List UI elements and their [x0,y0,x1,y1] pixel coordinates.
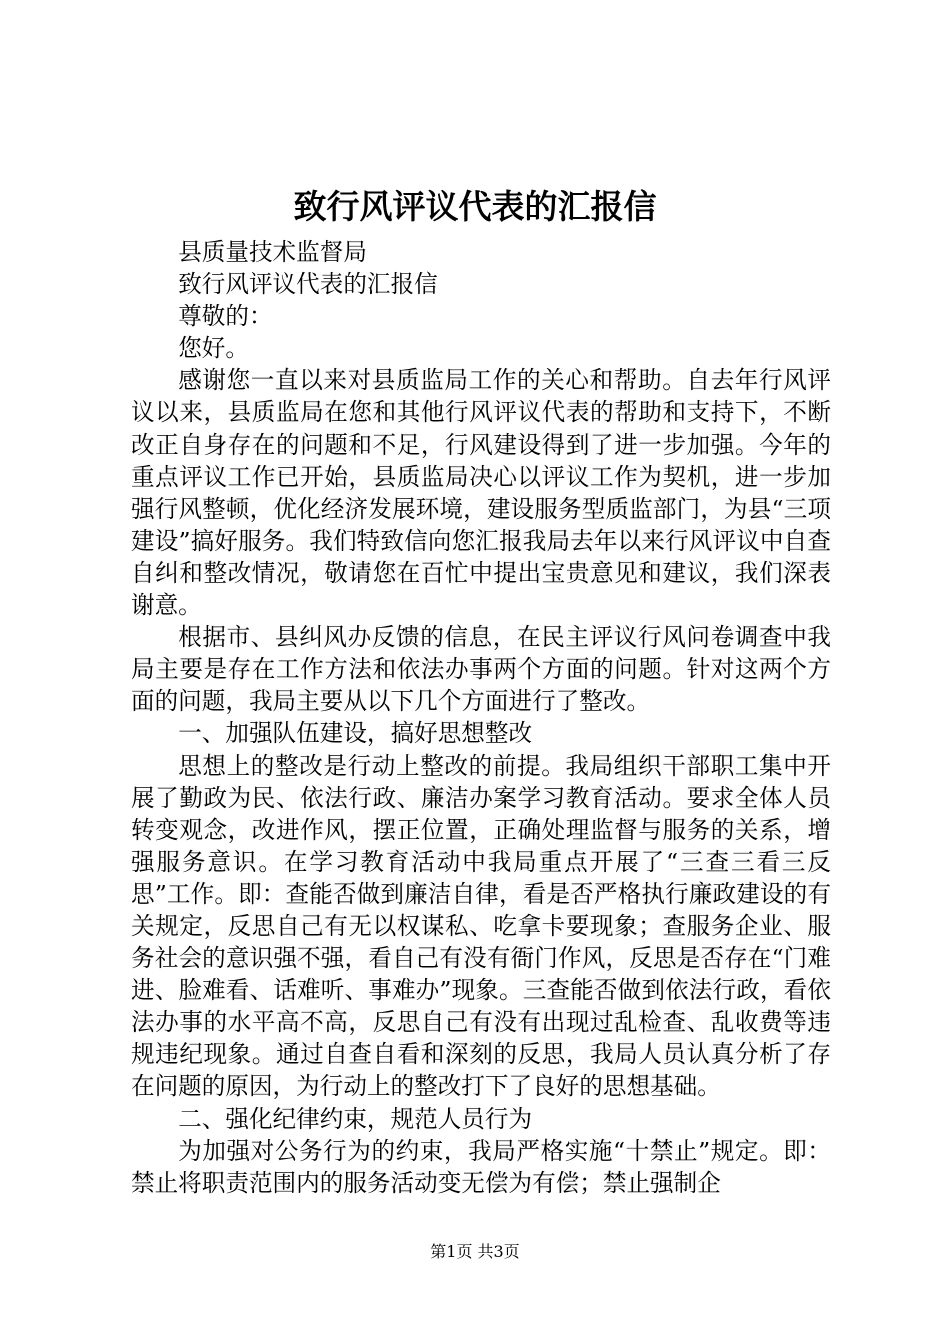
document-title: 致行风评议代表的汇报信 [293,187,657,226]
paragraph-section-2: 为加强对公务行为的约束，我局严格实施“十禁止”规定。即：禁止将职责范围内的服务活动变无偿为有偿；禁止强制企 [131,1136,831,1197]
recipient-line: 县质量技术监督局 [178,238,367,266]
paragraph-section-1: 思想上的整改是行动上整改的前提。我局组织干部职工集中开展了勤政为民、依法行政、廉洁办案学习教育活动。要求全体人员转变观念，改进作风，摆正位置，正确处理监督与服务的关系，增强服务意识。在学习教育活动中我局重点开展了“三查三看三反思”工作。即：查能否做到廉洁自律，看是否严格执行廉政建设的有关规定，反思自己有无以权谋私、吃拿卡要现象；查服务企业、服务社会的意识强不强，看自己有没有衙门作风，反思是否存在“门难进、脸难看、话难听、事难办”现象。三查能否做到依法行政，看依法办事的水平高不高，反思自己有没有出现过乱检查、乱收费等违规违纪现象。通过自查自看和深刻的反思，我局人员认真分析了存在问题的原因，为行动上的整改打下了良好的思想基础。 [131,751,831,1101]
section-heading-1: 一、加强队伍建设，搞好思想整改 [178,719,533,748]
subtitle-line: 致行风评议代表的汇报信 [178,270,438,299]
salutation: 尊敬的： [178,302,273,331]
greeting: 您好。 [178,334,249,363]
paragraph-feedback: 根据市、县纠风办反馈的信息，在民主评议行风问卷调查中我局主要是存在工作方法和依法办事两个方面的问题。针对这两个方面的问题，我局主要从以下几个方面进行了整改。 [131,623,831,716]
section-heading-2: 二、强化纪律约束，规范人员行为 [178,1104,533,1133]
page-footer: 第1页 共3页 [430,1242,520,1261]
paragraph-thanks: 感谢您一直以来对县质监局工作的关心和帮助。自去年行风评议以来，县质监局在您和其他行风评议代表的帮助和支持下，不断改正自身存在的问题和不足，行风建设得到了进一步加强。今年的重点评议工作已开始，县质监局决心以评议工作为契机，进一步加强行风整顿，优化经济发展环境，建设服务型质监部门，为县“三项建设”搞好服务。我们特致信向您汇报我局去年以来行风评议中自查自纠和整改情况，敬请您在百忙中提出宝贵意见和建议，我们深表谢意。 [131,366,831,620]
document-body [131,236,831,1199]
